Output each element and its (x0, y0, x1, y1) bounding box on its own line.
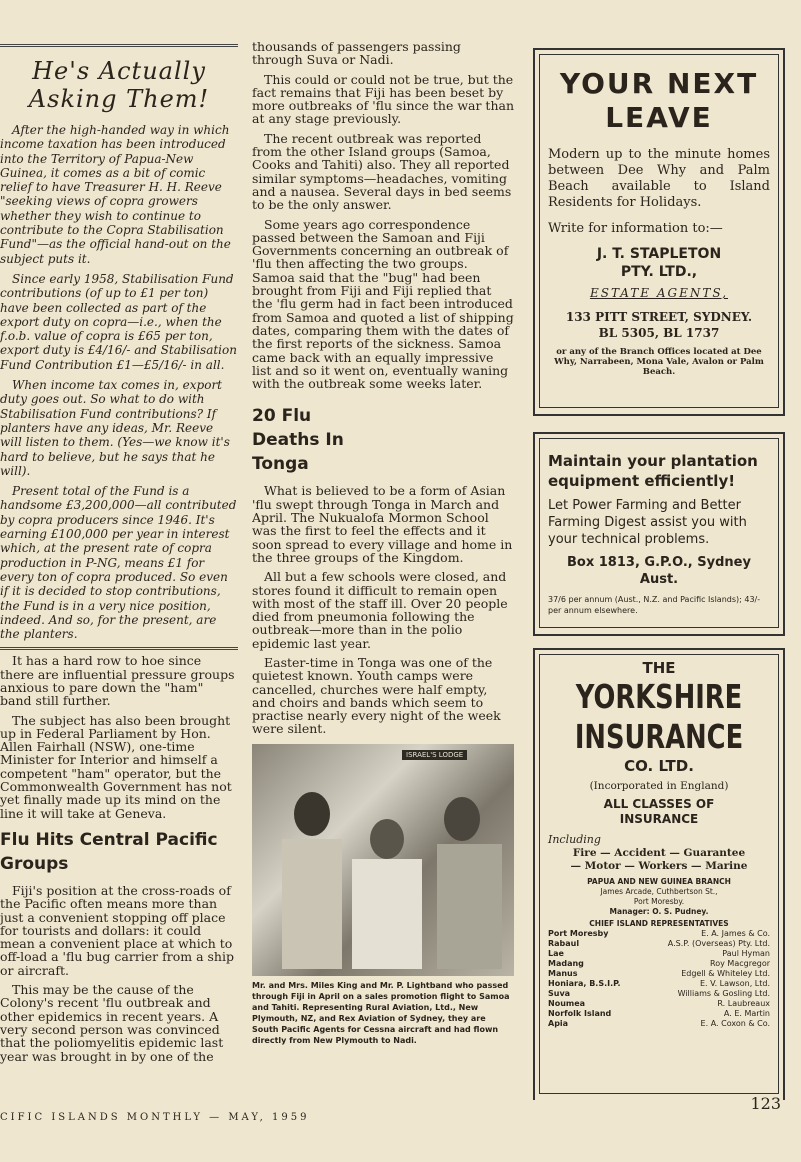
yorkshire-branch-addr1: James Arcade, Cuthbertson St., (600, 887, 718, 896)
leave-line2: LEAVE (605, 101, 713, 134)
leave-company2: PTY. LTD., (620, 264, 698, 280)
farming-price: 37/6 per annum (Aust., N.Z. and Pacific Islands); 43/- per annum elsewhere. (548, 595, 761, 615)
rep-agent: Paul Hyman (722, 949, 770, 958)
tonga-paragraph: What is believed to be a form of Asian 'flu swept through Tonga in March and April. The Nukualofa Mormon School was the first to feel the effects and it soon spread to every village and home in the three groups of the Kingdom. (252, 483, 513, 565)
ham-paragraph: It has a hard row to hoe since there are influential pressure groups anxious to pare down the "ham" band still further. (0, 653, 235, 709)
leave-phone: BL 5305, BL 1737 (598, 326, 720, 340)
yorkshire-manager: Manager: O. S. Pudney. (609, 907, 709, 916)
yorkshire-reps-title: CHIEF ISLAND REPRESENTATIVES (589, 919, 729, 928)
article-title: He's Actually Asking Them! (28, 57, 210, 113)
farming-headline: Maintain your plantation equipment efficiently! (548, 452, 758, 490)
photo-sign: ISRAEL'S LODGE (402, 750, 467, 760)
rep-row (548, 979, 770, 989)
leave-offices: or any of the Branch Offices located at Dee Why, Narrabeen, Mona Vale, Avalon or Palm Beach. (554, 347, 764, 377)
intro-text (0, 123, 238, 641)
rep-agent: R. Laubreaux (717, 999, 770, 1008)
rep-row (548, 989, 770, 999)
rep-agent: Edgell & Whiteley Ltd. (681, 969, 770, 978)
rep-place: Apia (548, 1019, 569, 1028)
continued-text (252, 40, 514, 390)
farming-ad (533, 432, 785, 636)
flu-paragraph: This may be the cause of the Colony's recent 'flu outbreak and other epidemics in recent years. A very second person was convinced that the poliomyelitis epidemic last year was brought in by one of the (0, 982, 224, 1064)
rep-place: Lae (548, 949, 564, 958)
intro-paragraph: When income tax comes in, export duty goes out. So what to do with Stabilisation Fund contributions? If planters have any ideas, Mr. Reeve will listen to them. (Yes—we know it's hard to believe, but he says that he will). (0, 378, 230, 478)
rep-place: Port Moresby (548, 929, 609, 938)
rep-row (548, 969, 770, 979)
page-number: 123 (750, 1094, 781, 1113)
rep-row (548, 959, 770, 969)
rep-place: Madang (548, 959, 584, 968)
tonga-paragraph: All but a few schools were closed, and stores found it difficult to remain open with most of the staff ill. Over 20 people died from pneumonia following the outbreak—more than in the polio epidemic last year. (252, 569, 508, 651)
ham-text (0, 654, 238, 820)
leave-write: Write for information to:— (548, 221, 723, 236)
yorkshire-lines1: Fire — Accident — Guarantee (572, 847, 746, 859)
yorkshire-classes1: ALL CLASSES OF (603, 797, 715, 811)
ham-paragraph: The subject has also been brought up in Federal Parliament by Hon. Allen Fairhall (NSW), one-time Minister for Interior and himself a competent "ham" operator, but the Commonwealth Government has not yet finally made up its mind on the line it will take at Geneva. (0, 712, 232, 821)
yorkshire-branch-title: PAPUA AND NEW GUINEA BRANCH (587, 877, 731, 886)
yorkshire-name2: INSURANCE (574, 717, 744, 756)
rep-place: Noumea (548, 999, 586, 1008)
rep-place: Norfolk Island (548, 1009, 612, 1018)
yorkshire-including: Including (548, 833, 601, 846)
yorkshire-co: CO. LTD. (624, 757, 694, 775)
rep-agent: E. A. James & Co. (701, 929, 770, 938)
intro-paragraph: After the high-handed way in which income taxation has been introduced into the Territory of Papua-New Guinea, it comes as a bit of comic relief to have Treasurer H. H. Reeve "seeking views of copra growers whether they wish to continue to contribute to the Copra Stabilisation Fund"—as the official hand-out on the subject puts it. (0, 123, 231, 266)
ads-column (533, 48, 789, 1100)
photo-figures (252, 744, 514, 976)
photo-caption: Mr. and Mrs. Miles King and Mr. P. Lightband who passed through Fiji in April on a sales promotion flight to Samoa and Tahiti. Representing Rural Aviation, Ltd., New Plymouth, NZ, and Rex Aviation of Sydney, they are South Pacific Agents for Cessna aircraft and had flown directly from New Plymouth to Nadi. (252, 980, 510, 1045)
rep-row (548, 949, 770, 959)
rep-agent: Roy Macgregor (710, 959, 770, 968)
rep-place: Honiara, B.S.I.P. (548, 979, 621, 988)
leave-address: 133 PITT STREET, SYDNEY. (565, 310, 753, 324)
rep-place: Suva (548, 989, 571, 998)
leave-body: Modern up to the minute homes between Dee Why and Palm Beach available to Island Residents for Holidays. (548, 147, 770, 210)
farming-box: Box 1813, G.P.O., Sydney Aust. (567, 555, 751, 587)
yorkshire-ad (533, 648, 785, 1100)
cont-paragraph: Some years ago correspondence passed between the Samoan and Fiji Governments concerning an outbreak of 'flu then affecting the two groups. Samoa said that the "bug" had been brought from Fiji and Fiji replied that the 'flu germ had in fact been introduced from Samoa and quoted a list of shipping dates, comparing them with the dates of the first reports of the sickness. Samoa came back with an equally impressive list and so it went on, eventually waning with the outbreak some weeks later. (252, 216, 514, 392)
yorkshire-inc: (Incorporated in England) (589, 780, 729, 792)
flu-text (0, 884, 238, 1063)
rep-row (548, 939, 770, 949)
leave-agents: ESTATE AGENTS, (589, 286, 729, 300)
yorkshire-the: THE (642, 659, 676, 677)
tonga-text (252, 484, 514, 735)
intro-paragraph: Present total of the Fund is a handsome £3,200,000—all contributed by copra producers since 1946. It's earning £100,000 per year in interest which, at the present rate of copra production in P-NG, means £1 for every ton of copra produced. So even if it is decided to stop contributions, the Fund is in a very nice position, indeed. And so, for the present, are the planters. (0, 484, 237, 642)
yorkshire-branch-addr2: Port Moresby. (633, 897, 685, 906)
page-footer: CIFIC ISLANDS MONTHLY — MAY, 1959 (0, 1112, 310, 1123)
rep-row (548, 1019, 770, 1029)
flu-heading: Flu Hits Central Pacific Groups (0, 829, 218, 874)
rep-row (548, 929, 770, 939)
leave-ad (533, 48, 785, 416)
news-photo (252, 744, 514, 976)
tonga-heading: 20 Flu Deaths In Tonga (252, 406, 344, 475)
flu-paragraph: Fiji's position at the cross-roads of the Pacific often means more than just a convenient stopping off place for tourists and dollars: it could mean a convenient place at which to off-load a 'flu bug carrier from a ship or aircraft. (0, 882, 234, 978)
leave-company1: J. T. STAPLETON (596, 246, 722, 262)
yorkshire-name1: YORKSHIRE (575, 677, 743, 716)
yorkshire-classes2: INSURANCE (619, 812, 699, 826)
farming-body: Let Power Farming and Better Farming Digest assist you with your technical problems. (548, 498, 747, 547)
rep-place: Rabaul (548, 939, 580, 948)
rep-agent: A. E. Martin (723, 1009, 770, 1018)
intro-paragraph: Since early 1958, Stabilisation Fund contributions (of up to £1 per ton) have been collected as part of the export duty on copra—i.e., when the f.o.b. value of copra is £65 per ton, export duty is £4/16/- and Stabilisation Fund Contribution £1—£5/16/- in all. (0, 271, 237, 372)
rep-agent: E. V. Lawson, Ltd. (699, 979, 770, 988)
leave-line1: YOUR NEXT (559, 67, 759, 100)
yorkshire-lines2: — Motor — Workers — Marine (570, 860, 748, 872)
section-rule (0, 647, 238, 650)
middle-column (252, 40, 514, 1100)
cont-paragraph: thousands of passengers passing through Suva or Nadi. (252, 40, 461, 68)
rep-row (548, 1009, 770, 1019)
rep-agent: A.S.P. (Overseas) Pty. Ltd. (667, 939, 770, 948)
rep-row (548, 999, 770, 1009)
rep-agent: E. A. Coxon & Co. (700, 1019, 770, 1028)
tonga-paragraph: Easter-time in Tonga was one of the quietest known. Youth camps were cancelled, churches were half empty, and choirs and bands which seem to practise nearly every night of the week were silent. (252, 654, 501, 737)
rep-agent: Williams & Gosling Ltd. (677, 989, 770, 998)
cont-paragraph: The recent outbreak was reported from the other Island groups (Samoa, Cooks and Tahiti) also. They all reported similar symptoms—headaches, vomiting and a nausea. Several days in bed seems to be the only answer. (252, 130, 512, 213)
cont-paragraph: This could or could not be true, but the fact remains that Fiji has been beset by more outbreaks of 'flu since the war than at any stage previously. (252, 71, 514, 127)
reps-table (548, 929, 770, 1029)
left-column (0, 40, 238, 1100)
rep-place: Manus (548, 969, 578, 978)
top-rule (0, 44, 238, 47)
